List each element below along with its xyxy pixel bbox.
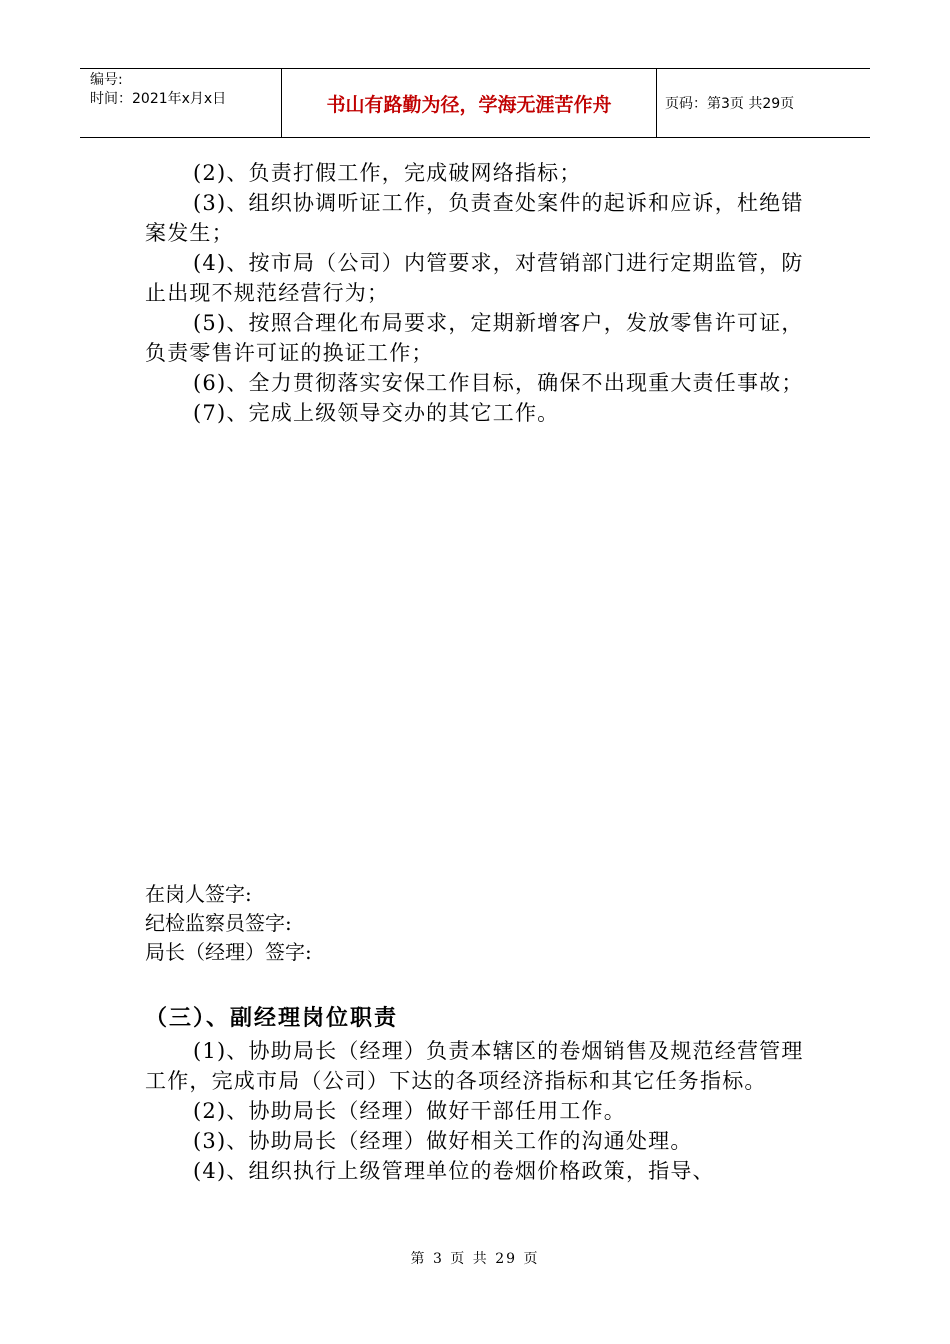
header-motto: 书山有路勤为径，学海无涯苦作舟 [282,69,657,137]
section-item-3: (3)、协助局长（经理）做好相关工作的沟通处理。 [193,1129,693,1153]
document-header [80,68,870,138]
section-title: （三）、副经理岗位职责 [145,1006,399,1031]
deputy-manager-section [145,1002,815,1186]
duty-item-3: (3)、组织协调听证工作，负责查处案件的起诉和应诉，杜绝错案发生； [145,191,804,245]
incumbent-signature-label: 在岗人签字: [145,882,252,906]
duty-item-4: (4)、按市局（公司）内管要求，对营销部门进行定期监管，防止出现不规范经营行为； [145,251,804,305]
section-item-4: (4)、组织执行上级管理单位的卷烟价格政策，指导、 [193,1159,715,1183]
document-date: 时间：2021年x月x日 [90,91,227,107]
director-signature-label: 局长（经理）签字: [145,940,312,964]
section-item-2: (2)、协助局长（经理）做好干部任用工作。 [193,1099,626,1123]
duty-item-7: (7)、完成上级领导交办的其它工作。 [193,401,560,425]
document-number-label: 编号: [90,72,123,88]
duty-item-6: (6)、全力贯彻落实安保工作目标，确保不出现重大责任事故； [193,371,804,395]
section-item-1: (1)、协助局长（经理）负责本辖区的卷烟销售及规范经营管理工作，完成市局（公司）下达的各项经济指标和其它任务指标。 [145,1039,804,1093]
duties-list [145,158,815,428]
page-footer: 第 3 页 共 29 页 [410,1251,540,1267]
header-meta [80,69,282,137]
signature-block [145,880,545,967]
header-page-info: 页码：第3页 共29页 [665,96,795,112]
inspector-signature-label: 纪检监察员签字: [145,911,292,935]
duty-item-2: (2)、负责打假工作，完成破网络指标； [193,161,582,185]
duty-item-5: (5)、按照合理化布局要求，定期新增客户，发放零售许可证，负责零售许可证的换证工作； [145,311,804,365]
